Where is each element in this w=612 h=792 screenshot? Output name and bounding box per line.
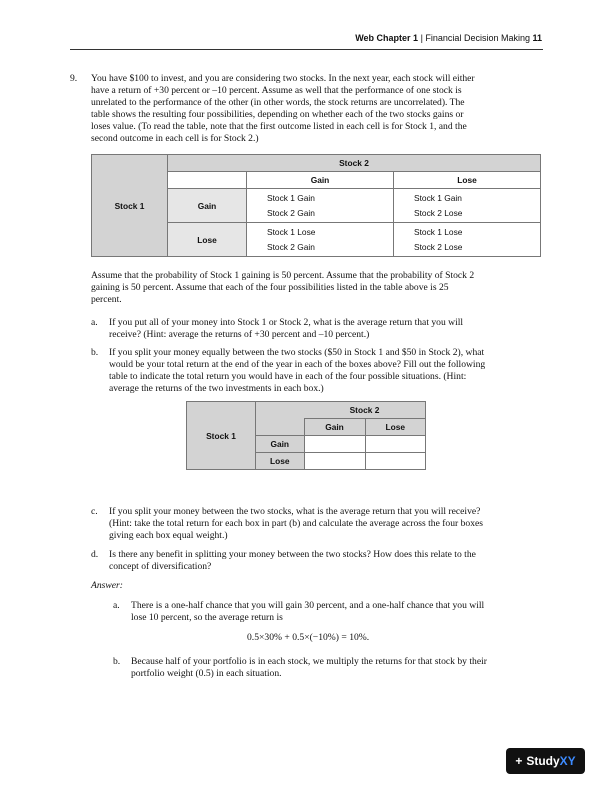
answer-heading: Answer: bbox=[91, 580, 123, 591]
part-a-label: a. bbox=[91, 317, 98, 328]
fill-in-table bbox=[186, 401, 426, 470]
plus-icon: + bbox=[515, 754, 523, 768]
table2-stock1-header: Stock 1 bbox=[187, 402, 256, 470]
part-c-label: c. bbox=[91, 506, 98, 517]
table2-stock2-header: Stock 2 bbox=[304, 402, 426, 419]
part-d-label: d. bbox=[91, 549, 99, 560]
part-b-text: If you split your money equally between the two stocks ($50 in Stock 1 and $50 in Stock 2), what would be your total return at the end of the year in each of the boxes above? Fill out the following table to indicate the total return you would have in each of the four possible situations. (Hint: average the returns of the two investments in each box.) bbox=[109, 347, 486, 394]
table2-lose-row: Lose bbox=[256, 453, 305, 470]
part-c-text: If you split your money between the two stocks, what is the average return that you will receive? (Hint: take the total return for each box in part (b) and calculate the average across the four boxes giving each box equal weight.) bbox=[109, 506, 483, 541]
part-d-text: Is there any benefit in splitting your money between the two stocks? How does this relate to the concept of diversification? bbox=[109, 549, 476, 572]
answer-a-text: There is a one-half chance that you will gain 30 percent, and a one-half chance that you will lose 10 percent, so the average return is bbox=[131, 600, 485, 623]
average-return-formula: 0.5×30% + 0.5×(−10%) = 10%. bbox=[247, 632, 370, 643]
table2-gain-col: Gain bbox=[304, 419, 365, 436]
part-b-label: b. bbox=[91, 347, 99, 358]
header-separator: | bbox=[420, 33, 423, 43]
table1-cell-lose-lose: Stock 1 Lose Stock 2 Lose bbox=[394, 223, 541, 257]
outcome-table bbox=[91, 154, 541, 257]
table1-gain-row: Gain bbox=[168, 189, 247, 223]
answer-b-text: Because half of your portfolio is in each stock, we multiply the returns for that stock by their portfolio weight (0.5) in each situation. bbox=[131, 656, 487, 679]
part-a-text: If you put all of your money into Stock 1 or Stock 2, what is the average return that you will receive? (Hint: average the returns of +30 percent and –10 percent.) bbox=[109, 317, 464, 340]
table2-cell-gain-lose bbox=[365, 436, 426, 453]
table1-stock1-header: Stock 1 bbox=[92, 155, 168, 257]
table1-gain-col: Gain bbox=[247, 172, 394, 189]
table1-lose-col: Lose bbox=[394, 172, 541, 189]
header-rule bbox=[70, 49, 543, 50]
table2-gain-row: Gain bbox=[256, 436, 305, 453]
question-number: 9. bbox=[70, 73, 78, 84]
table2-cell-lose-lose bbox=[365, 453, 426, 470]
chapter-label: Web Chapter 1 bbox=[355, 33, 419, 43]
table1-cell-lose-gain: Stock 1 Lose Stock 2 Gain bbox=[247, 223, 394, 257]
table1-cell-gain-lose: Stock 1 Gain Stock 2 Lose bbox=[394, 189, 541, 223]
table2-cell-lose-gain bbox=[304, 453, 365, 470]
table1-lose-row: Lose bbox=[168, 223, 247, 257]
table1-cell-gain-gain: Stock 1 Gain Stock 2 Gain bbox=[247, 189, 394, 223]
assumption-text: Assume that the probability of Stock 1 gaining is 50 percent. Assume that the probability of Stock 2 gaining is 50 percent. Assume that each of the four possibilities listed in the table above is 25 percent. bbox=[91, 270, 475, 305]
answer-b-label: b. bbox=[113, 656, 121, 667]
table2-lose-col: Lose bbox=[365, 419, 426, 436]
page-number: 11 bbox=[532, 33, 542, 43]
question-intro: You have $100 to invest, and you are considering two stocks. In the next year, each stock will either have a return of +30 percent or –10 percent. Assume as well that the performance of one stock is unrelated to the performance of the other (in other words, the stock returns are uncorrelated). The table shows the resulting four possibilities, depending on whether each of the two stocks gains or loses value. (To read the table, note that the first outcome listed in each cell is for Stock 1, and the second outcome in each cell is for Stock 2.) bbox=[91, 73, 475, 144]
page-header bbox=[355, 33, 542, 43]
table1-stock2-header: Stock 2 bbox=[168, 155, 541, 172]
table2-cell-gain-gain bbox=[304, 436, 365, 453]
studyxy-logo: + StudyXY bbox=[506, 748, 585, 774]
answer-a-label: a. bbox=[113, 600, 120, 611]
header-title: Financial Decision Making bbox=[425, 33, 530, 43]
